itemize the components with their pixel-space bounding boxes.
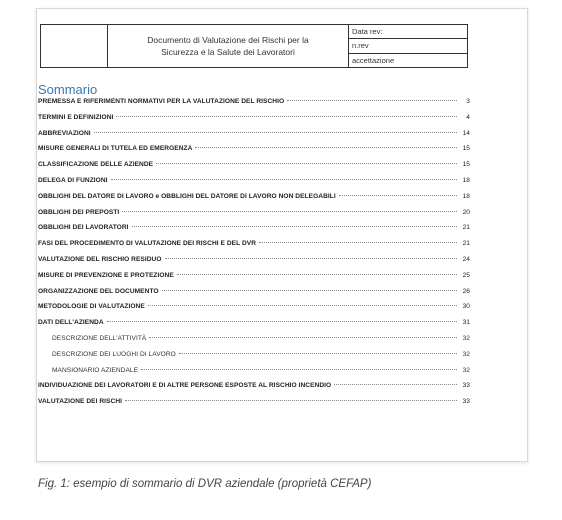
toc-entry-label: ORGANIZZAZIONE DEL DOCUMENTO — [38, 287, 159, 295]
toc-leader-dots — [149, 337, 457, 338]
toc-entry[interactable] — [38, 177, 470, 193]
toc-entry-label: ABBREVIAZIONI — [38, 129, 91, 137]
toc-entry-page: 15 — [462, 145, 470, 153]
toc-entry[interactable] — [38, 114, 470, 130]
meta-acceptance: accettazione — [352, 55, 395, 65]
toc-entry-page: 4 — [466, 113, 470, 121]
toc-entry[interactable] — [38, 193, 470, 209]
toc-entry-label: DELEGA DI FUNZIONI — [38, 176, 108, 184]
toc-entry-label: CLASSIFICAZIONE DELLE AZIENDE — [38, 161, 154, 169]
toc-entry[interactable] — [38, 319, 470, 335]
toc-heading: Sommario — [38, 82, 98, 97]
toc-entry[interactable] — [38, 351, 470, 367]
toc-entry[interactable] — [38, 209, 470, 225]
toc-entry[interactable] — [38, 240, 470, 256]
toc-entry-page: 20 — [462, 208, 470, 216]
toc-leader-dots — [156, 163, 457, 164]
toc-entry[interactable] — [38, 303, 470, 319]
document-title-line-2: Sicurezza e la Salute dei Lavoratori — [161, 47, 295, 57]
toc-entry-label: FASI DEL PROCEDIMENTO DI VALUTAZIONE DEI RISCHI E DEL DVR — [38, 240, 257, 248]
toc-entry-label: DATI DELL'AZIENDA — [38, 319, 104, 327]
meta-date-rev: Data rev: — [349, 25, 467, 39]
table-of-contents — [38, 98, 470, 414]
toc-entry-label: OBBLIGHI DEL DATORE DI LAVORO e OBBLIGHI DEL DATORE DI LAVORO NON DELEGABILI — [38, 192, 336, 200]
toc-entry-page: 25 — [462, 271, 470, 279]
toc-entry-page: 26 — [462, 287, 470, 295]
toc-entry-page: 15 — [462, 161, 470, 169]
toc-entry[interactable] — [38, 130, 470, 146]
toc-entry-page: 32 — [462, 334, 470, 342]
toc-entry-page: 18 — [462, 176, 470, 184]
toc-entry-label: OBBLIGHI DEI PREPOSTI — [38, 208, 120, 216]
toc-entry-label: MISURE DI PREVENZIONE E PROTEZIONE — [38, 271, 174, 279]
toc-entry-page: 24 — [462, 255, 470, 263]
toc-entry-page: 33 — [462, 398, 470, 406]
toc-leader-dots — [94, 132, 457, 133]
toc-entry-page: 33 — [462, 382, 470, 390]
toc-entry[interactable] — [38, 98, 470, 114]
toc-entry-page: 32 — [462, 366, 470, 374]
toc-leader-dots — [179, 353, 457, 354]
toc-entry[interactable] — [38, 161, 470, 177]
toc-leader-dots — [334, 384, 457, 385]
toc-entry-label: VALUTAZIONE DEL RISCHIO RESIDUO — [38, 255, 162, 263]
toc-leader-dots — [132, 226, 457, 227]
toc-entry[interactable] — [38, 224, 470, 240]
toc-entry-page: 14 — [462, 129, 470, 137]
toc-leader-dots — [162, 290, 457, 291]
toc-entry-label: MANSIONARIO AZIENDALE — [52, 366, 139, 374]
toc-entry-page: 21 — [462, 240, 470, 248]
toc-entry-label: VALUTAZIONE DEI RISCHI — [38, 398, 123, 406]
toc-leader-dots — [165, 258, 457, 259]
toc-entry[interactable] — [38, 256, 470, 272]
toc-leader-dots — [111, 179, 457, 180]
toc-entry-label: MISURE GENERALI DI TUTELA ED EMERGENZA — [38, 145, 193, 153]
toc-entry[interactable] — [38, 367, 470, 383]
toc-leader-dots — [287, 100, 457, 101]
toc-entry[interactable] — [38, 398, 470, 414]
toc-entry-label: OBBLIGHI DEI LAVORATORI — [38, 224, 129, 232]
document-header-table — [40, 24, 468, 68]
toc-entry-page: 30 — [462, 303, 470, 311]
toc-entry[interactable] — [38, 382, 470, 398]
toc-leader-dots — [116, 116, 457, 117]
toc-entry-label: TERMINI E DEFINIZIONI — [38, 113, 114, 121]
toc-entry-label: DESCRIZIONE DEI LUOGHI DI LAVORO — [52, 350, 176, 358]
toc-entry[interactable] — [38, 288, 470, 304]
toc-leader-dots — [259, 242, 457, 243]
toc-leader-dots — [107, 321, 457, 322]
toc-leader-dots — [148, 305, 457, 306]
toc-leader-dots — [339, 195, 457, 196]
toc-entry-page: 31 — [462, 319, 470, 327]
toc-entry[interactable] — [38, 335, 470, 351]
document-title-line-1: Documento di Valutazione dei Rischi per la — [147, 35, 309, 45]
toc-entry-page: 32 — [462, 350, 470, 358]
toc-leader-dots — [122, 211, 457, 212]
toc-entry-label: METODOLOGIE DI VALUTAZIONE — [38, 303, 145, 311]
toc-entry[interactable] — [38, 272, 470, 288]
toc-entry-page: 21 — [462, 224, 470, 232]
toc-leader-dots — [125, 400, 457, 401]
meta-n-rev: n.rev — [349, 39, 467, 53]
toc-entry-page: 18 — [462, 192, 470, 200]
toc-entry[interactable] — [38, 145, 470, 161]
toc-entry-label: DESCRIZIONE DELL'ATTIVITÀ — [52, 334, 147, 342]
toc-entry-label: PREMESSA E RIFERIMENTI NORMATIVI PER LA VALUTAZIONE DEL RISCHIO — [38, 98, 285, 105]
document-title-cell — [108, 25, 349, 67]
logo-cell — [41, 25, 108, 67]
revision-meta — [349, 25, 467, 67]
figure-caption: Fig. 1: esempio di sommario di DVR aziendale (proprietà CEFAP) — [38, 478, 372, 490]
toc-entry-label: INDIVIDUAZIONE DEI LAVORATORI E DI ALTRE PERSONE ESPOSTE AL RISCHIO INCENDIO — [38, 382, 332, 390]
toc-leader-dots — [195, 147, 457, 148]
toc-entry-page: 3 — [466, 98, 470, 105]
toc-leader-dots — [141, 369, 457, 370]
toc-leader-dots — [177, 274, 457, 275]
